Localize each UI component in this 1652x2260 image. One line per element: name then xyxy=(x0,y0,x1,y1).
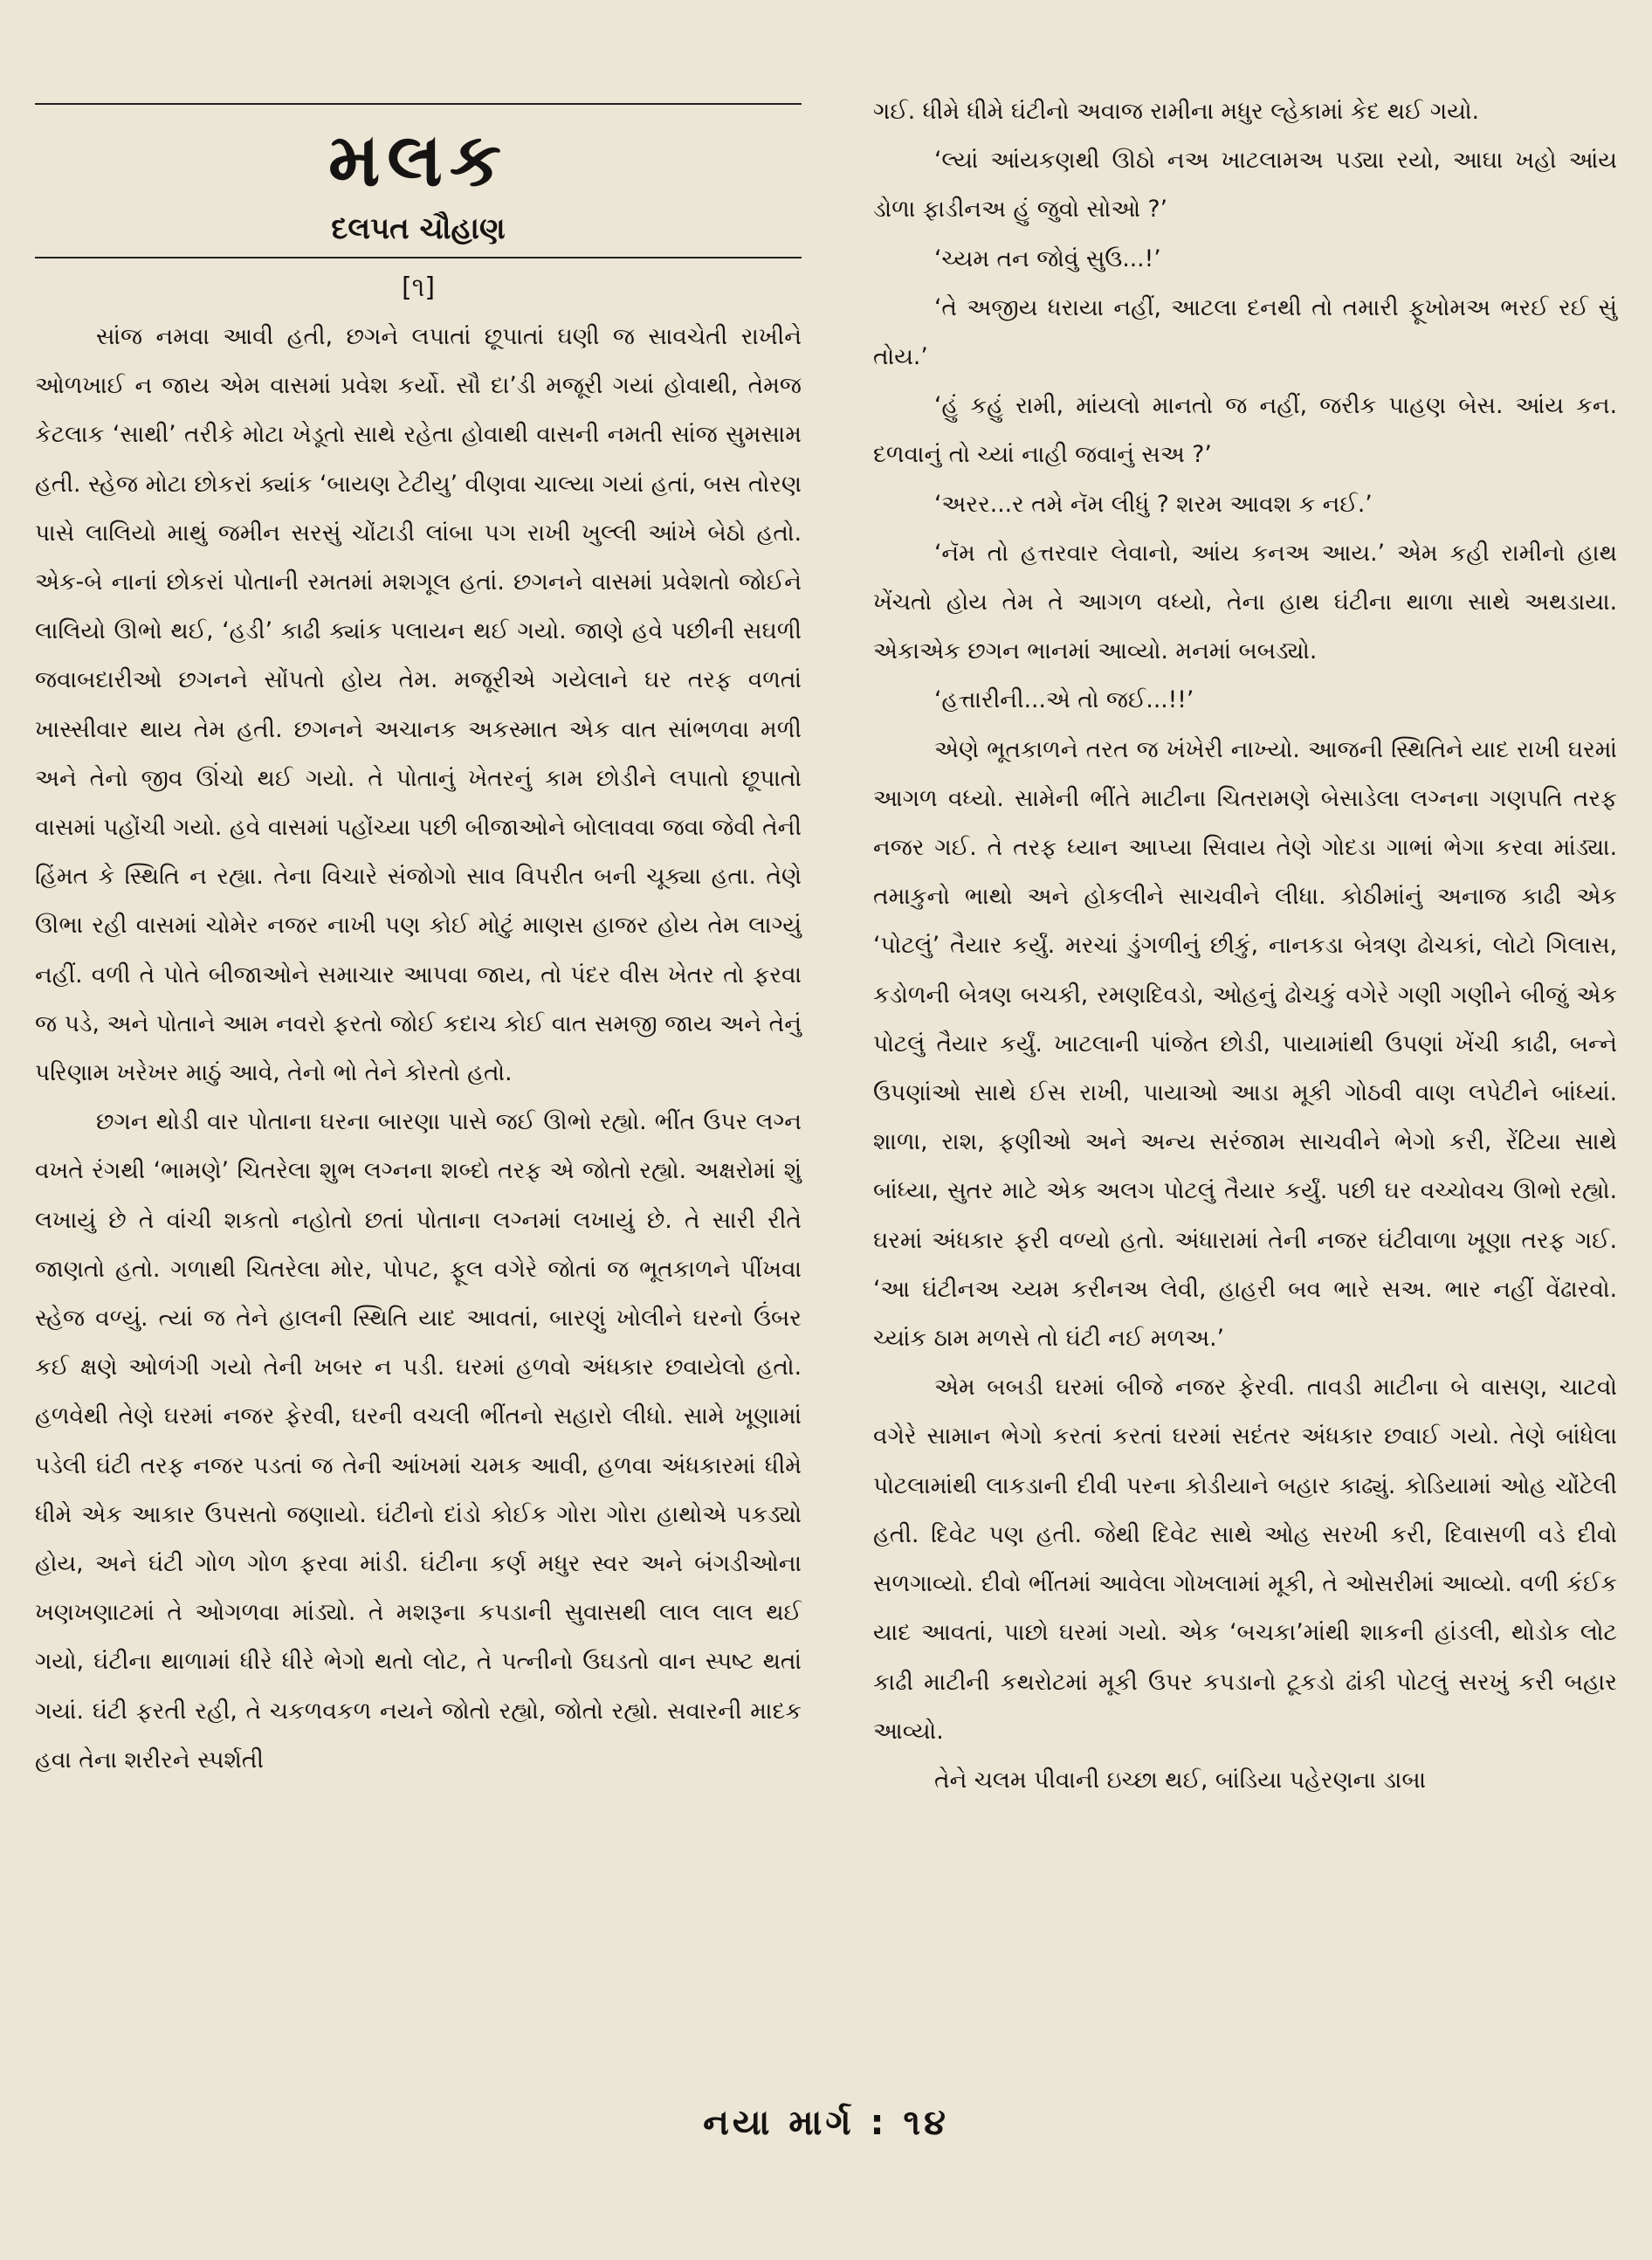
paragraph: ‘તે અજીય ધરાયા નહીં, આટલા દનથી તો તમારી ફૂખોમઅ ભરઈ રઈ સું તોય.’ xyxy=(873,293,1617,371)
paragraph: ‘હત્તારીની...એ તો જઈ...!!’ xyxy=(934,686,1194,714)
paragraph: ‘હું કહું રામી, માંયલો માનતો જ નહીં, જરીક પાહણ બેસ. આંય કન. દળવાનું તો ચ્યાં નાહી જવાનું સઅ ?’ xyxy=(873,392,1617,469)
paragraph: એમ બબડી ઘરમાં બીજે નજર ફેરવી. તાવડી માટીના બે વાસણ, ચાટવો વગેરે સામાન ભેગો કરતાં કરતાં ઘરમાં સદંતર અંધકાર છવાઈ ગયો. તેણે બાંધેલા પોટલામાંથી લાકડાની દીવી પરના કોડીયાને બહાર કાઢ્યું. કોડિયામાં ઓહ ચોંટેલી હતી. દિવેટ પણ હતી. જેથી દિવેટ સાથે ઓહ સરખી કરી, દિવાસળી વડે દીવો સળગાવ્યો. દીવો ભીંતમાં આવેલા ગોખલામાં મૂકી, તે ઓસરીમાં આવ્યો. વળી કંઈક યાદ આવતાં, પાછો ઘરમાં ગયો. એક ‘બચકા’માંથી શાકની હાંડલી, થોડોક લોટ કાઢી માટીની કથરોટમાં મૂકી ઉપર કપડાનો ટૂકડો ઢાંકી પોટલું સરખું કરી બહાર આવ્યો. xyxy=(873,1374,1617,1745)
paragraph: છગન થોડી વાર પોતાના ઘરના બારણા પાસે જઈ ઊભો રહ્યો. ભીંત ઉપર લગ્ન વખતે રંગથી ‘ભામણે’ ચિતરેલા શુભ લગ્નના શબ્દો તરફ એ જોતો રહ્યો. અક્ષરોમાં શું લખાયું છે તે વાંચી શકતો નહોતો છતાં પોતાના લગ્નમાં લખાયું છે. તે સારી રીતે જાણતો હતો. ગળાથી ચિતરેલા મોર, પોપટ, ફૂલ વગેરે જોતાં જ ભૂતકાળને પીંખવા સ્હેજ વળ્યું. ત્યાં જ તેને હાલની સ્થિતિ યાદ આવતાં, બારણું ખોલીને ઘરનો ઉંબર કઈ ક્ષણે ઓળંગી ગયો તેની ખબર ન પડી. ઘરમાં હળવો અંધકાર છવાયેલો હતો. હળવેથી તેણે ઘરમાં નજર ફેરવી, ઘરની વચલી ભીંતનો સહારો લીધો. સામે ખૂણામાં પડેલી ઘંટી તરફ નજર પડતાં જ તેની આંખમાં ચમક આવી, હળવા અંધકારમાં ધીમે ધીમે એક આકાર ઉપસતો જણાયો. ઘંટીનો દાંડો કોઈક ગોરા ગોરા હાથોએ પકડ્યો હોય, અને ઘંટી ગોળ ગોળ ફરવા માંડી. ઘંટીના કર્ણ મધુર સ્વર અને બંગડીઓના ખણખણાટમાં તે ઓગળવા માંડ્યો. તે મશરૂના કપડાની સુવાસથી લાલ લાલ થઈ ગયો, ઘંટીના થાળામાં ધીરે ધીરે ભેગો થતો લોટ, તે પત્નીનો ઉઘડતો વાન સ્પષ્ટ થતાં ગયાં. ઘંટી ફરતી રહી, તે ચકળવકળ નયને જોતો રહ્યો, જોતો રહ્યો. સવારની માદક હવા તેના શરીરને સ્પર્શતી xyxy=(35,1108,802,1774)
article-author: દલપત ચૌહાણ xyxy=(331,211,506,246)
left-column xyxy=(35,103,802,1785)
section-number: [૧] xyxy=(401,272,436,303)
paragraph: ‘ચ્યમ તન જોવું સુઉ...!’ xyxy=(934,245,1161,272)
right-column xyxy=(873,87,1617,1805)
article-title: મલક xyxy=(327,117,509,203)
top-rule xyxy=(35,103,802,105)
paragraph: એણે ભૂતકાળને તરત જ ખંખેરી નાખ્યો. આજની સ્થિતિને યાદ રાખી ઘરમાં આગળ વધ્યો. સામેની ભીંતે માટીના ચિતરામણે બેસાડેલા લગ્નના ગણપતિ તરફ નજર ગઈ. તે તરફ ધ્યાન આપ્યા સિવાય તેણે ગોદડા ગાભાં ભેગા કરવા માંડ્યા. તમાકુનો ભાથો અને હોકલીને સાચવીને લીધા. કોઠીમાંનું અનાજ કાઢી એક ‘પોટલું’ તૈયાર કર્યું. મરચાં ડુંગળીનું છીકું, નાનકડા બેત્રણ ઢોચકાં, લોટો ગિલાસ, કડોળની બેત્રણ બચકી, રમણદિવડો, ઓહનું ઢોચકું વગેરે ગણી ગણીને બીજું એક પોટલું તૈયાર કર્યું. ખાટલાની પાંજેત છોડી, પાયામાંથી ઉપણાં ખેંચી કાઢી, બન્ને ઉપણાંઓ સાથે ઈસ રાખી, પાયાઓ આડા મૂકી ગોઠવી વાણ લપેટીને બાંધ્યાં. શાળા, રાશ, ફણીઓ અને અન્ય સરંજામ સાચવીને ભેગો કરી, રેંટિયા સાથે બાંધ્યા, સુતર માટે એક અલગ પોટલું તૈયાર કર્યું. પછી ઘર વચ્ચોવચ ઊભો રહ્યો. ઘરમાં અંધકાર ફરી વળ્યો હતો. અંધારામાં તેની નજર ઘંટીવાળા ખૂણા તરફ ગઈ. ‘આ ઘંટીનઅ ચ્યમ કરીનઅ લેવી, હાહરી બવ ભારે સઅ. ભાર નહીં વેંઢારવો. ચ્યાંક ઠામ મળસે તો ઘંટી નઈ મળઅ.’ xyxy=(873,735,1617,1353)
page-footer: નયા માર્ગ : ૧૪ xyxy=(703,2103,949,2143)
paragraph: ‘નૅમ તો હત્તરવાર લેવાનો, આંય કનઅ આય.’ એમ કહી રામીનો હાથ ખેંચતો હોય તેમ તે આગળ વધ્યો, તેના હાથ ઘંટીના થાળા સાથે અથડાયા. એકાએક છગન ભાનમાં આવ્યો. મનમાં બબડ્યો. xyxy=(873,539,1617,665)
paragraph: ‘લ્યાં આંયકણથી ઊઠો નઅ ખાટલામઅ પડ્યા રયો, આઘા ખહો આંય ડોળા ફાડીનઅ હું જુવો સોઓ ?’ xyxy=(873,147,1617,224)
author-rule xyxy=(35,257,802,258)
paragraph: સાંજ નમવા આવી હતી, છગને લપાતાં છૂપાતાં ઘણી જ સાવચેતી રાખીને ઓળખાઈ ન જાય એમ વાસમાં પ્રવેશ કર્યો. સૌ દા’ડી મજૂરી ગયાં હોવાથી, તેમજ કેટલાક ‘સાથી’ તરીકે મોટા ખેડૂતો સાથે રહેતા હોવાથી વાસની નમતી સાંજ સુમસામ હતી. સ્હેજ મોટા છોકરાં ક્યાંક ‘બાયણ ટેટીયુ’ વીણવા ચાલ્યા ગયાં હતાં, બસ તોરણ પાસે લાલિયો માથું જમીન સરસું ચોંટાડી લાંબા પગ રાખી ખુલ્લી આંખે બેઠો હતો. એક-બે નાનાં છોકરાં પોતાની રમતમાં મશગૂલ હતાં. છગનને વાસમાં પ્રવેશતો જોઈને લાલિયો ઊભો થઈ, ‘હડી’ કાઢી ક્યાંક પલાયન થઈ ગયો. જાણે હવે પછીની સઘળી જવાબદારીઓ છગનને સોંપતો હોય તેમ. મજૂરીએ ગયેલાને ઘર તરફ વળતાં ખાસ્સીવાર થાય તેમ હતી. છગનને અચાનક અકસ્માત એક વાત સાંભળવા મળી અને તેનો જીવ ઊંચો થઈ ગયો. તે પોતાનું ખેતરનું કામ છોડીને લપાતો છૂપાતો વાસમાં પહોંચી ગયો. હવે વાસમાં પહોંચ્યા પછી બીજાઓને બોલાવવા જવા જેવી તેની હિંમત કે સ્થિતિ ન રહ્યા. તેના વિચારે સંજોગો સાવ વિપરીત બની ચૂક્યા હતા. તેણે ઊભા રહી વાસમાં ચોમેર નજર નાખી પણ કોઈ મોટું માણસ હાજર હોય તેમ લાગ્યું નહીં. વળી તે પોતે બીજાઓને સમાચાર આપવા જાય, તો પંદર વીસ ખેતર તો ફરવા જ પડે, અને પોતાને આમ નવરો ફરતો જોઈ કદાચ કોઈ વાત સમજી જાય અને તેનું પરિણામ ખરેખર માઠું આવે, તેનો ભો તેને કોરતો હતો. xyxy=(35,323,802,1087)
paragraph: ગઈ. ધીમે ધીમે ઘંટીનો અવાજ રામીના મધુર લ્હેકામાં કેદ થઈ ગયો. xyxy=(873,98,1479,125)
paragraph: તેને ચલમ પીવાની ઇચ્છા થઈ, બાંડિયા પહેરણના ડાબા xyxy=(934,1766,1427,1794)
paragraph: ‘અરર...ર તમે નૅમ લીધું ? શરમ આવશ ક નઈ.’ xyxy=(934,490,1373,518)
